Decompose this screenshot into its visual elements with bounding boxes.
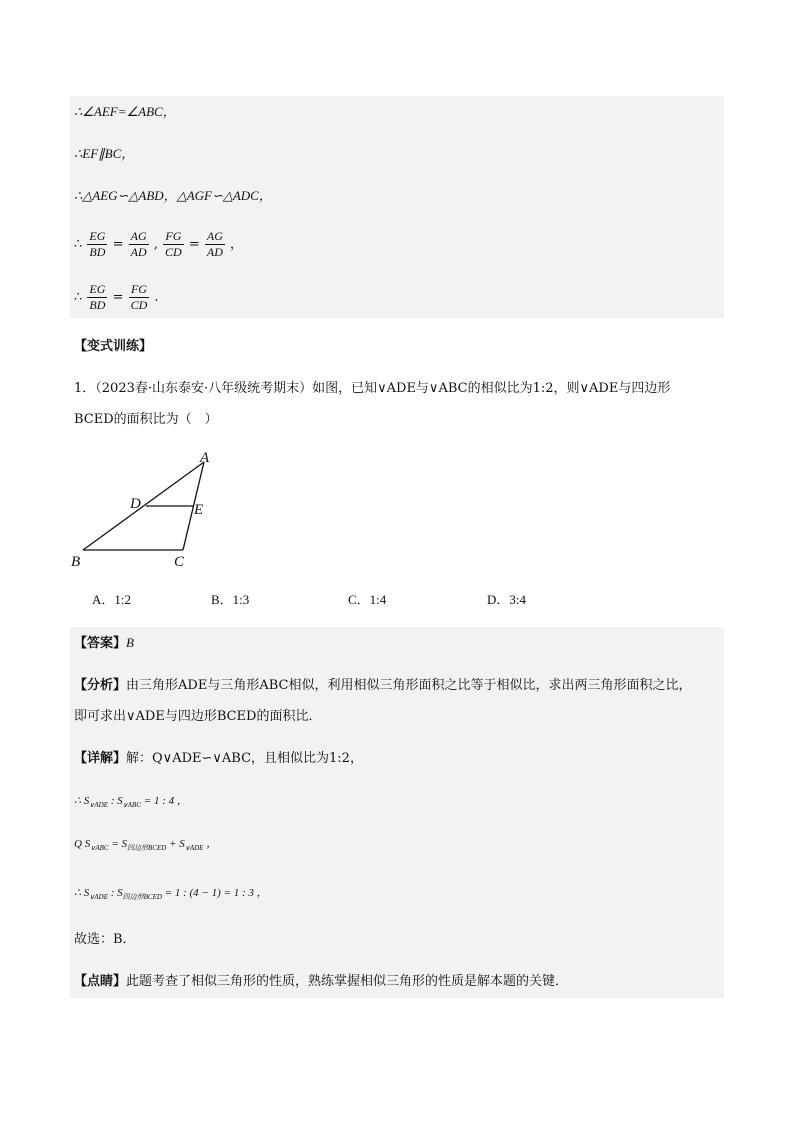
text: Q S: [74, 838, 91, 850]
detail-label: 【详解】: [74, 751, 127, 766]
triangle-figure: [66, 446, 226, 576]
subscript: ∨ADE: [89, 893, 108, 901]
option-b[interactable]: B．1:3: [211, 592, 250, 607]
text: : S: [107, 795, 123, 807]
question-line-1: 1．（2023春·山东泰安·八年级统考期末）如图，已知∨ADE与∨ABC的相似比为1:2，则∨ADE与四边形: [74, 381, 671, 396]
detail-conclusion: 故选：B．: [74, 932, 136, 947]
text: ∴ S: [74, 795, 90, 807]
comment-row: [74, 971, 568, 993]
end-punct: .: [154, 290, 159, 305]
detail-area-result: [74, 882, 268, 904]
numerator: AG: [130, 229, 147, 243]
fraction-eg-bd: [87, 282, 107, 313]
answer-label: 【答案】: [74, 636, 127, 651]
detail-area-sum: [74, 833, 217, 855]
text: = 1 : 4 ，: [141, 795, 188, 807]
solution-block-top: [70, 96, 724, 318]
fraction-fg-cd: [163, 229, 184, 260]
numerator: EG: [89, 229, 106, 243]
detail-text: 解：Q∨ADE∽∨ABC，且相似比为1:2，: [126, 751, 363, 766]
equals-sign: =: [112, 290, 124, 305]
step-parallel: ∴EF∥BC，: [74, 146, 135, 161]
fraction-ag-ad: [129, 229, 149, 260]
numerator: AG: [206, 229, 223, 243]
option-c[interactable]: C．1:4: [348, 592, 387, 607]
text: ∴ S: [74, 887, 90, 899]
step-ratio-equalities: [74, 226, 243, 264]
numerator: FG: [129, 282, 150, 298]
label-d: D: [130, 496, 141, 512]
question-line-2: BCED的面积比为（ ）: [74, 412, 218, 427]
subscript: ∨ADE: [184, 844, 204, 852]
option-d[interactable]: D．3:4: [487, 592, 527, 607]
label-e: E: [194, 502, 204, 518]
equals-sign: =: [188, 237, 200, 252]
numerator: FG: [163, 229, 184, 245]
text: = S: [108, 838, 127, 850]
text: + S: [166, 838, 185, 850]
analysis-text: 由三角形ADE与三角形ABC相似，利用相似三角形面积之比等于相似比，求出两三角形面积之比，: [126, 678, 692, 693]
analysis-label: 【分析】: [74, 678, 127, 693]
therefore-symbol: ∴: [74, 237, 83, 252]
label-c: C: [174, 554, 185, 570]
label-b: B: [71, 554, 81, 570]
label-a: A: [200, 450, 210, 466]
denominator: BD: [89, 245, 106, 259]
analysis-line-1: [74, 675, 691, 697]
equals-sign: =: [112, 237, 124, 252]
detail-area-ratio: [74, 790, 188, 812]
fraction-eg-bd: [87, 229, 107, 260]
subscript: ∨ADE: [89, 801, 108, 809]
detail-line-1: [74, 748, 363, 770]
subscript: 四边形BCED: [122, 893, 162, 901]
denominator: AD: [130, 245, 147, 259]
text: = 1 : (4 − 1) = 1 : 3 ，: [161, 887, 268, 899]
section-title: 【变式训练】: [74, 339, 153, 354]
denominator: CD: [165, 245, 182, 259]
denominator: AD: [206, 245, 223, 259]
therefore-symbol: ∴: [74, 290, 83, 305]
analysis-line-2: 即可求出∨ADE与四边形BCED的面积比．: [74, 709, 322, 724]
answer-value: B: [126, 635, 134, 650]
end-punct: ，: [230, 237, 244, 252]
step-angle-equal: ∴∠AEF=∠ABC，: [74, 104, 176, 119]
comment-text: 此题考查了相似三角形的性质，熟练掌握相似三角形的性质是解本题的关键．: [126, 974, 569, 989]
text: ，: [203, 838, 218, 850]
denominator: CD: [130, 298, 148, 312]
text: : S: [107, 887, 123, 899]
step-ratio-conclusion: [74, 279, 159, 317]
fraction-ag-ad: [205, 229, 225, 260]
subscript: ∨ABC: [90, 844, 109, 852]
subscript: ∨ABC: [122, 801, 142, 809]
numerator: EG: [89, 282, 106, 296]
comment-label: 【点睛】: [74, 974, 127, 989]
separator: ,: [153, 237, 158, 252]
option-a[interactable]: A．1:2: [92, 592, 132, 607]
step-similar-triangles: ∴△AEG∽△ABD，△AGF∽△ADC，: [74, 188, 272, 203]
answer-row: [74, 632, 134, 654]
denominator: BD: [89, 298, 106, 312]
fraction-fg-cd: [129, 282, 150, 313]
subscript: 四边形BCED: [127, 844, 167, 852]
